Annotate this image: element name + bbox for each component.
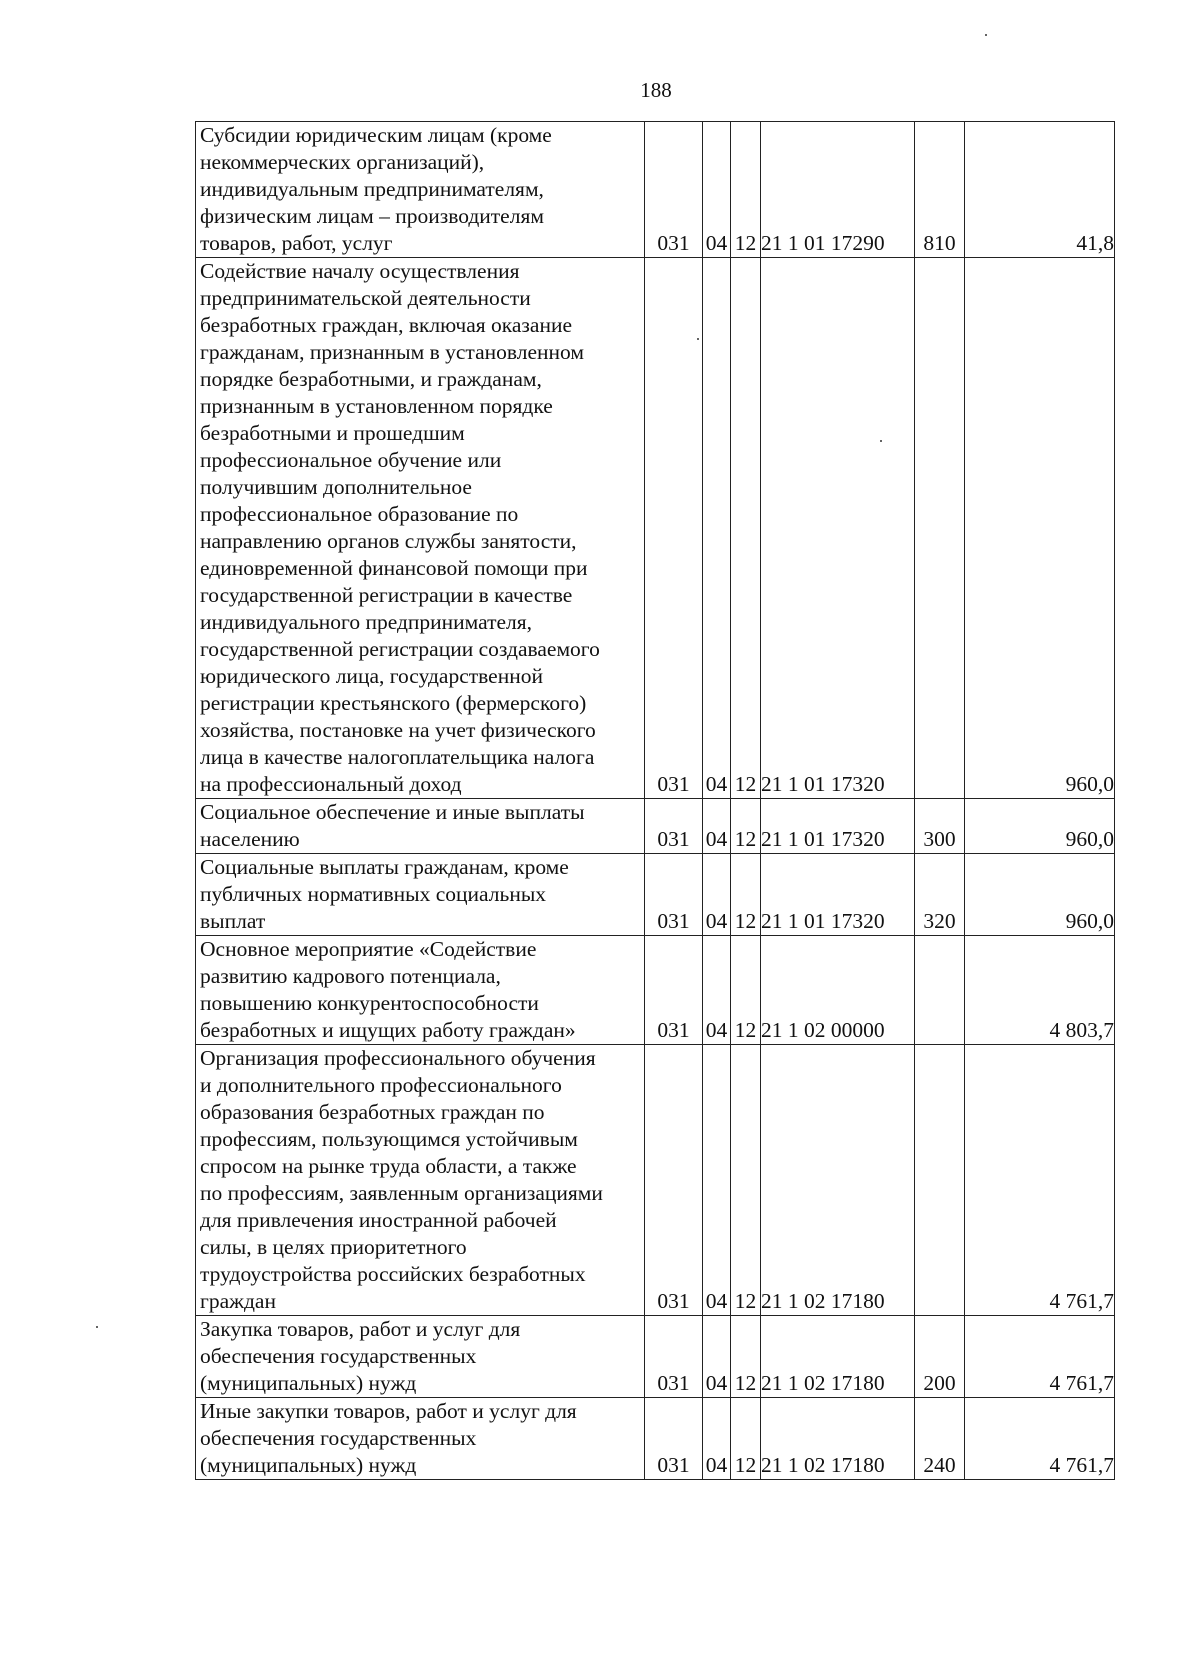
target-article-cell: 21 1 01 17320 <box>761 258 915 799</box>
section-code-cell: 04 <box>703 258 731 799</box>
description-line: образования безработных граждан по <box>200 1100 545 1124</box>
description-line: Субсидии юридическим лицам (кроме <box>200 123 552 147</box>
table-row <box>196 1398 1115 1480</box>
description-line: Основное мероприятие «Содействие <box>200 937 537 961</box>
amount-cell: 4 761,7 <box>965 1045 1115 1316</box>
amount-cell: 960,0 <box>965 258 1115 799</box>
description-line: индивидуальным предпринимателям, <box>200 177 544 201</box>
description-line: признанным в установленном порядке <box>200 394 553 418</box>
section-code-cell: 04 <box>703 1398 731 1480</box>
stray-mark <box>880 440 882 442</box>
amount-cell: 41,8 <box>965 122 1115 258</box>
table-row <box>196 258 1115 799</box>
description-line: гражданам, признанным в установленном <box>200 340 584 364</box>
description-line: товаров, работ, услуг <box>200 231 393 255</box>
subsection-code-cell: 12 <box>731 122 761 258</box>
section-code-cell: 04 <box>703 854 731 936</box>
ministry-code-cell: 031 <box>645 258 703 799</box>
expense-type-cell <box>915 258 965 799</box>
subsection-code-cell: 12 <box>731 1045 761 1316</box>
expense-type-cell: 240 <box>915 1398 965 1480</box>
ministry-code-cell: 031 <box>645 1045 703 1316</box>
subsection-code-cell: 12 <box>731 799 761 854</box>
description-line: обеспечения государственных <box>200 1344 477 1368</box>
description-line: на профессиональный доход <box>200 772 462 796</box>
amount-cell: 960,0 <box>965 799 1115 854</box>
expense-type-cell: 810 <box>915 122 965 258</box>
description-line: выплат <box>200 909 266 933</box>
target-article-cell: 21 1 02 00000 <box>761 936 915 1045</box>
section-code-cell: 04 <box>703 936 731 1045</box>
description-line: получившим дополнительное <box>200 475 472 499</box>
target-article-cell: 21 1 01 17320 <box>761 799 915 854</box>
amount-cell: 4 761,7 <box>965 1316 1115 1398</box>
ministry-code-cell: 031 <box>645 1316 703 1398</box>
description-line: профессиональное образование по <box>200 502 519 526</box>
section-code-cell: 04 <box>703 1045 731 1316</box>
subsection-code-cell: 12 <box>731 258 761 799</box>
description-line: населению <box>200 827 300 851</box>
description-line: лица в качестве налогоплательщика налога <box>200 745 595 769</box>
description-line: безработных граждан, включая оказание <box>200 313 573 337</box>
description-cell <box>196 936 645 1045</box>
description-line: силы, в целях приоритетного <box>200 1235 467 1259</box>
subsection-code-cell: 12 <box>731 854 761 936</box>
description-line: единовременной финансовой помощи при <box>200 556 588 580</box>
table-row <box>196 936 1115 1045</box>
description-line: спросом на рынке труда области, а также <box>200 1154 577 1178</box>
description-line: обеспечения государственных <box>200 1426 477 1450</box>
expense-type-cell: 300 <box>915 799 965 854</box>
ministry-code-cell: 031 <box>645 936 703 1045</box>
section-code-cell: 04 <box>703 122 731 258</box>
description-cell <box>196 1045 645 1316</box>
description-line: порядке безработными, и гражданам, <box>200 367 542 391</box>
description-cell <box>196 854 645 936</box>
target-article-cell: 21 1 02 17180 <box>761 1398 915 1480</box>
description-line: Иные закупки товаров, работ и услуг для <box>200 1399 577 1423</box>
ministry-code-cell: 031 <box>645 799 703 854</box>
budget-table <box>195 121 1115 1480</box>
expense-type-cell <box>915 1045 965 1316</box>
description-line: повышению конкурентоспособности <box>200 991 539 1015</box>
description-line: юридического лица, государственной <box>200 664 543 688</box>
description-line: физическим лицам – производителям <box>200 204 544 228</box>
description-line: индивидуального предпринимателя, <box>200 610 533 634</box>
table-row <box>196 799 1115 854</box>
expense-type-cell: 320 <box>915 854 965 936</box>
table-row <box>196 122 1115 258</box>
description-cell <box>196 1398 645 1480</box>
description-line: регистрации крестьянского (фермерского) <box>200 691 587 715</box>
table-row <box>196 1316 1115 1398</box>
description-line: (муниципальных) нужд <box>200 1453 417 1477</box>
description-line: Организация профессионального обучения <box>200 1046 596 1070</box>
description-cell <box>196 122 645 258</box>
stray-mark <box>697 338 699 340</box>
description-line: безработными и прошедшим <box>200 421 465 445</box>
ministry-code-cell: 031 <box>645 1398 703 1480</box>
description-line: некоммерческих организаций), <box>200 150 485 174</box>
expense-type-cell <box>915 936 965 1045</box>
description-line: для привлечения иностранной рабочей <box>200 1208 557 1232</box>
description-line: направлению органов службы занятости, <box>200 529 577 553</box>
target-article-cell: 21 1 01 17290 <box>761 122 915 258</box>
stray-mark <box>985 34 987 36</box>
description-line: Содействие началу осуществления <box>200 259 520 283</box>
description-line: трудоустройства российских безработных <box>200 1262 586 1286</box>
ministry-code-cell: 031 <box>645 854 703 936</box>
expense-type-cell: 200 <box>915 1316 965 1398</box>
section-code-cell: 04 <box>703 799 731 854</box>
amount-cell: 4 803,7 <box>965 936 1115 1045</box>
page-number: 188 <box>640 78 672 102</box>
section-code-cell: 04 <box>703 1316 731 1398</box>
table-row <box>196 854 1115 936</box>
description-line: государственной регистрации создаваемого <box>200 637 600 661</box>
target-article-cell: 21 1 02 17180 <box>761 1316 915 1398</box>
target-article-cell: 21 1 02 17180 <box>761 1045 915 1316</box>
description-line: и дополнительного профессионального <box>200 1073 562 1097</box>
description-cell <box>196 258 645 799</box>
amount-cell: 960,0 <box>965 854 1115 936</box>
subsection-code-cell: 12 <box>731 1398 761 1480</box>
description-line: профессиям, пользующимся устойчивым <box>200 1127 578 1151</box>
description-line: Закупка товаров, работ и услуг для <box>200 1317 521 1341</box>
target-article-cell: 21 1 01 17320 <box>761 854 915 936</box>
amount-cell: 4 761,7 <box>965 1398 1115 1480</box>
description-line: хозяйства, постановке на учет физического <box>200 718 596 742</box>
stray-mark <box>96 1326 98 1328</box>
table-row <box>196 1045 1115 1316</box>
table-body <box>196 122 1115 1480</box>
description-line: развитию кадрового потенциала, <box>200 964 501 988</box>
description-line: профессиональное обучение или <box>200 448 502 472</box>
subsection-code-cell: 12 <box>731 936 761 1045</box>
description-line: публичных нормативных социальных <box>200 882 547 906</box>
description-line: государственной регистрации в качестве <box>200 583 573 607</box>
subsection-code-cell: 12 <box>731 1316 761 1398</box>
description-line: безработных и ищущих работу граждан» <box>200 1018 576 1042</box>
description-line: Социальное обеспечение и иные выплаты <box>200 800 585 824</box>
description-cell <box>196 1316 645 1398</box>
description-line: граждан <box>200 1289 276 1313</box>
description-line: предпринимательской деятельности <box>200 286 531 310</box>
ministry-code-cell: 031 <box>645 122 703 258</box>
description-cell <box>196 799 645 854</box>
description-line: по профессиям, заявленным организациями <box>200 1181 603 1205</box>
description-line: Социальные выплаты гражданам, кроме <box>200 855 569 879</box>
description-line: (муниципальных) нужд <box>200 1371 417 1395</box>
